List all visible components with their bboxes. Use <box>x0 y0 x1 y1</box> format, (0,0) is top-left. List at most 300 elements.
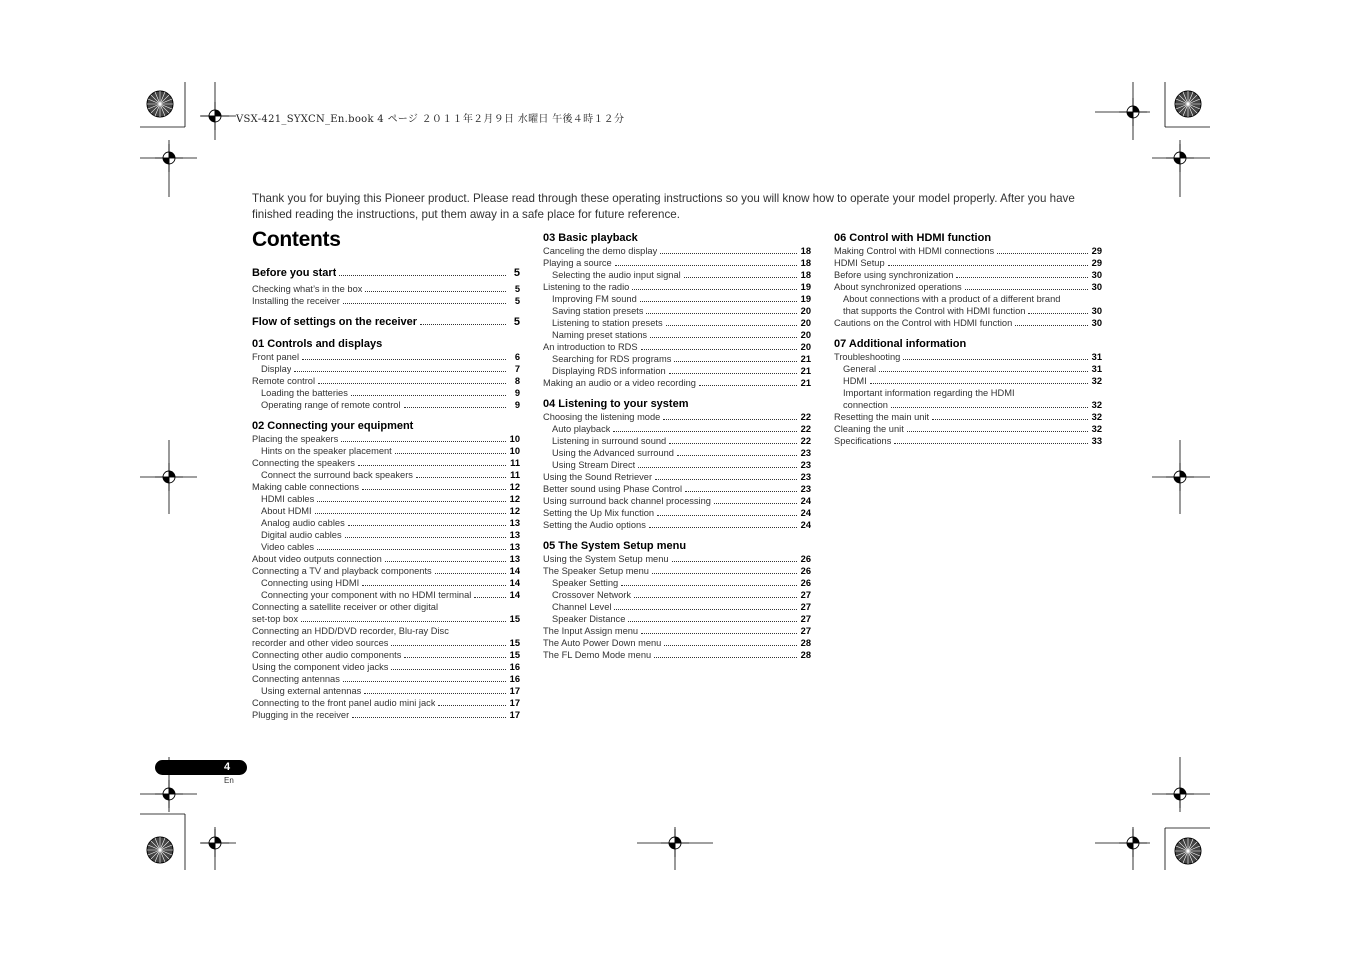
toc-entry[interactable] <box>543 365 811 377</box>
toc-entry[interactable] <box>252 387 520 399</box>
page-language: En <box>224 776 234 785</box>
toc-leader-dots <box>345 537 506 538</box>
toc-leader-dots <box>391 669 506 670</box>
toc-leader-dots <box>315 513 506 514</box>
toc-entry-label: Making Control with HDMI connections <box>834 246 995 256</box>
toc-entry-label: The FL Demo Mode menu <box>543 650 652 660</box>
toc-entry-label: Operating range of remote control <box>261 400 401 410</box>
toc-leader-dots <box>638 467 797 468</box>
toc-entry[interactable] <box>252 637 520 649</box>
toc-column-1 <box>252 266 520 721</box>
toc-entry-label: Improving FM sound <box>552 294 637 304</box>
toc-entry-label: Before using synchronization <box>834 270 954 280</box>
toc-entry[interactable] <box>543 577 811 589</box>
toc-entry-page: 13 <box>509 518 520 528</box>
toc-entry-page: 31 <box>1091 364 1102 374</box>
toc-entry-page: 16 <box>509 662 520 672</box>
toc-entry[interactable] <box>252 613 520 625</box>
toc-entry[interactable] <box>543 459 811 471</box>
toc-section <box>543 397 811 531</box>
toc-column-3 <box>834 231 1102 447</box>
toc-entry-page: 5 <box>514 284 520 294</box>
toc-section <box>834 231 1102 329</box>
toc-leader-dots <box>317 501 506 502</box>
toc-entry-page: 33 <box>1091 436 1102 446</box>
toc-entry-page: 30 <box>1091 282 1102 292</box>
toc-entry-label: Listening to station presets <box>552 318 663 328</box>
toc-leader-dots <box>965 289 1088 290</box>
toc-leader-dots <box>663 419 797 420</box>
toc-entry[interactable] <box>543 589 811 601</box>
toc-section-title: 02 Connecting your equipment <box>252 420 414 432</box>
toc-section <box>252 266 520 307</box>
toc-leader-dots <box>613 431 797 432</box>
toc-entry[interactable] <box>543 471 811 483</box>
toc-entry[interactable] <box>543 423 811 435</box>
toc-entry-label: Speaker Setting <box>552 578 619 588</box>
toc-entry-page: 18 <box>800 246 811 256</box>
toc-entry-page: 22 <box>800 412 811 422</box>
toc-entry[interactable] <box>543 281 811 293</box>
toc-leader-dots <box>348 525 506 526</box>
toc-entry-label: Setting the Up Mix function <box>543 508 655 518</box>
toc-entry-page: 17 <box>509 698 520 708</box>
toc-leader-dots <box>641 633 797 634</box>
toc-entry[interactable] <box>252 457 520 469</box>
toc-entry-page: 23 <box>800 448 811 458</box>
toc-entry-page: 27 <box>800 590 811 600</box>
toc-leader-dots <box>684 277 797 278</box>
toc-entry-page: 32 <box>1091 412 1102 422</box>
toc-entry-label: HDMI Setup <box>834 258 885 268</box>
toc-entry[interactable] <box>543 519 811 531</box>
toc-leader-dots <box>640 301 797 302</box>
toc-entry[interactable] <box>543 317 811 329</box>
toc-leader-dots <box>362 585 506 586</box>
toc-entry-page: 32 <box>1091 400 1102 410</box>
toc-entry-label: Listening to the radio <box>543 282 630 292</box>
toc-entry-label: Using surround back channel processing <box>543 496 711 506</box>
toc-leader-dots <box>438 705 506 706</box>
toc-entry[interactable] <box>252 505 520 517</box>
toc-entry[interactable] <box>543 507 811 519</box>
toc-entry[interactable] <box>543 353 811 365</box>
toc-entry[interactable] <box>834 245 1102 257</box>
toc-entry[interactable] <box>252 517 520 529</box>
toc-entry-label: Display <box>261 364 292 374</box>
toc-entry-page: 9 <box>514 388 520 398</box>
toc-leader-dots <box>343 303 506 304</box>
toc-entry-page: 28 <box>800 650 811 660</box>
toc-leader-dots <box>894 443 1088 444</box>
toc-leader-dots <box>614 609 797 610</box>
toc-entry-label: Playing a source <box>543 258 612 268</box>
toc-entry-label: Before you start <box>252 267 337 279</box>
toc-entry-page: 27 <box>800 602 811 612</box>
toc-entry-label: About HDMI <box>261 506 312 516</box>
toc-leader-dots <box>420 324 506 325</box>
toc-leader-dots <box>474 597 506 598</box>
toc-entry-page: 14 <box>509 578 520 588</box>
toc-entry[interactable] <box>543 293 811 305</box>
toc-entry-page: 13 <box>509 554 520 564</box>
toc-entry-page: 14 <box>509 566 520 576</box>
toc-leader-dots <box>699 385 797 386</box>
toc-entry-page: 16 <box>509 674 520 684</box>
toc-entry-label-line: Connecting a satellite receiver or other digital <box>252 602 439 612</box>
toc-entry[interactable] <box>834 423 1102 435</box>
toc-entry-label: Loading the batteries <box>261 388 348 398</box>
toc-entry-label: Auto playback <box>552 424 611 434</box>
toc-entry-page: 15 <box>509 638 520 648</box>
toc-entry-page: 30 <box>1091 306 1102 316</box>
toc-entry[interactable] <box>252 553 520 565</box>
toc-entry-page: 13 <box>509 530 520 540</box>
toc-entry-label: An introduction to RDS <box>543 342 638 352</box>
toc-entry-page: 12 <box>509 494 520 504</box>
toc-leader-dots <box>302 359 506 360</box>
toc-leader-dots <box>714 503 797 504</box>
toc-entry-label: The Input Assign menu <box>543 626 639 636</box>
toc-entry[interactable] <box>252 577 520 589</box>
toc-entry[interactable] <box>834 435 1102 447</box>
toc-entry[interactable] <box>834 375 1102 387</box>
toc-entry-label-line: Important information regarding the HDMI <box>843 388 1015 398</box>
toc-leader-dots <box>956 277 1088 278</box>
toc-entry-page: 20 <box>800 306 811 316</box>
toc-leader-dots <box>660 253 797 254</box>
toc-entry-page: 26 <box>800 578 811 588</box>
toc-leader-dots <box>404 657 506 658</box>
toc-entry[interactable] <box>543 565 811 577</box>
toc-entry-page: 6 <box>514 352 520 362</box>
toc-entry[interactable] <box>252 541 520 553</box>
toc-entry[interactable] <box>543 553 811 565</box>
toc-entry-label: Using Stream Direct <box>552 460 636 470</box>
toc-entry-label: Connecting your component with no HDMI terminal <box>261 590 472 600</box>
toc-entry-label: that supports the Control with HDMI function <box>843 306 1026 316</box>
toc-entry-label: Using external antennas <box>261 686 362 696</box>
toc-leader-dots <box>650 337 797 338</box>
toc-leader-dots <box>649 527 797 528</box>
toc-entry-page: 18 <box>800 258 811 268</box>
toc-section-title: 03 Basic playback <box>543 232 638 244</box>
toc-entry[interactable] <box>543 435 811 447</box>
toc-entry[interactable] <box>543 411 811 423</box>
toc-section-title: 05 The System Setup menu <box>543 540 687 552</box>
toc-leader-dots <box>669 443 797 444</box>
toc-leader-dots <box>879 371 1088 372</box>
toc-entry[interactable] <box>543 377 811 389</box>
toc-entry[interactable] <box>252 649 520 661</box>
toc-entry-label: Flow of settings on the receiver <box>252 316 418 328</box>
toc-entry[interactable] <box>252 375 520 387</box>
toc-entry-label: Connecting the speakers <box>252 458 355 468</box>
toc-leader-dots <box>870 383 1088 384</box>
toc-leader-dots <box>395 453 506 454</box>
toc-entry-label: Naming preset stations <box>552 330 648 340</box>
toc-entry-label: Connecting using HDMI <box>261 578 360 588</box>
toc-entry-label: Video cables <box>261 542 315 552</box>
toc-section-title: 06 Control with HDMI function <box>834 232 992 244</box>
toc-entry[interactable] <box>252 445 520 457</box>
toc-entry[interactable] <box>252 529 520 541</box>
toc-leader-dots <box>362 489 506 490</box>
toc-leader-dots <box>997 253 1088 254</box>
toc-entry-label: Canceling the demo display <box>543 246 658 256</box>
toc-entry[interactable] <box>543 257 811 269</box>
toc-entry-page: 28 <box>800 638 811 648</box>
toc-entry-label: Searching for RDS programs <box>552 354 672 364</box>
toc-entry[interactable] <box>543 341 811 353</box>
toc-entry-page: 13 <box>509 542 520 552</box>
toc-entry[interactable] <box>252 565 520 577</box>
toc-leader-dots <box>664 645 797 646</box>
toc-entry[interactable] <box>252 433 520 445</box>
toc-entry[interactable] <box>252 315 520 329</box>
toc-leader-dots <box>615 265 797 266</box>
toc-entry-label: Troubleshooting <box>834 352 901 362</box>
toc-entry-page: 15 <box>509 650 520 660</box>
toc-entry[interactable] <box>543 495 811 507</box>
toc-entry[interactable] <box>543 483 811 495</box>
toc-entry[interactable] <box>834 269 1102 281</box>
toc-entry-page: 7 <box>514 364 520 374</box>
toc-entry-page: 29 <box>1091 246 1102 256</box>
toc-entry-page: 12 <box>509 506 520 516</box>
toc-entry-page: 17 <box>509 710 520 720</box>
toc-entry-label: Checking what’s in the box <box>252 284 363 294</box>
toc-entry-page: 21 <box>800 354 811 364</box>
toc-leader-dots <box>669 373 797 374</box>
toc-entry-label: Displaying RDS information <box>552 366 666 376</box>
toc-entry-page: 12 <box>509 482 520 492</box>
toc-entry[interactable] <box>252 481 520 493</box>
toc-entry[interactable] <box>252 697 520 709</box>
toc-leader-dots <box>294 371 506 372</box>
toc-entry-label: Setting the Audio options <box>543 520 646 530</box>
toc-entry[interactable] <box>543 637 811 649</box>
toc-leader-dots <box>339 275 506 276</box>
toc-entry[interactable] <box>834 257 1102 269</box>
toc-entry[interactable] <box>543 329 811 341</box>
toc-section-title: 04 Listening to your system <box>543 398 689 410</box>
toc-entry-page: 19 <box>800 294 811 304</box>
toc-entry-label: Connecting to the front panel audio mini jack <box>252 698 436 708</box>
toc-entry-page: 32 <box>1091 376 1102 386</box>
toc-entry-page: 11 <box>510 458 520 468</box>
toc-entry-label: Connect the surround back speakers <box>261 470 413 480</box>
toc-entry-page: 24 <box>800 508 811 518</box>
toc-leader-dots <box>416 477 506 478</box>
toc-leader-dots <box>672 561 797 562</box>
toc-entry-label: Connecting antennas <box>252 674 340 684</box>
toc-leader-dots <box>903 359 1088 360</box>
toc-leader-dots <box>657 515 797 516</box>
toc-entry-page: 23 <box>800 460 811 470</box>
toc-entry-page: 5 <box>513 316 520 328</box>
toc-entry-label: Digital audio cables <box>261 530 342 540</box>
toc-entry-page: 15 <box>509 614 520 624</box>
toc-leader-dots <box>888 265 1088 266</box>
toc-section <box>543 539 811 661</box>
toc-entry-label: Crossover Network <box>552 590 632 600</box>
toc-entry[interactable] <box>543 305 811 317</box>
toc-leader-dots <box>318 383 506 384</box>
toc-entry[interactable] <box>543 601 811 613</box>
toc-leader-dots <box>632 289 797 290</box>
contents-title: Contents <box>252 228 341 251</box>
toc-leader-dots <box>621 585 797 586</box>
toc-leader-dots <box>385 561 506 562</box>
toc-leader-dots <box>365 291 506 292</box>
toc-leader-dots <box>654 657 797 658</box>
toc-entry-page: 26 <box>800 554 811 564</box>
toc-entry-label: Specifications <box>834 436 892 446</box>
toc-entry-label: HDMI cables <box>261 494 315 504</box>
toc-entry-label: About video outputs connection <box>252 554 382 564</box>
toc-entry[interactable] <box>252 266 520 280</box>
toc-entry-label-line: About connections with a product of a different brand <box>843 294 1061 304</box>
toc-section <box>252 315 520 329</box>
toc-leader-dots <box>404 407 506 408</box>
toc-leader-dots <box>641 349 797 350</box>
toc-leader-dots <box>435 573 506 574</box>
toc-entry-page: 32 <box>1091 424 1102 434</box>
toc-section <box>252 419 520 721</box>
toc-leader-dots <box>685 491 797 492</box>
toc-entry-label: Channel Level <box>552 602 612 612</box>
toc-entry[interactable] <box>252 661 520 673</box>
toc-entry[interactable] <box>252 709 520 721</box>
toc-entry-label: General <box>843 364 877 374</box>
toc-entry-label: Placing the speakers <box>252 434 339 444</box>
toc-entry-page: 30 <box>1091 270 1102 280</box>
toc-leader-dots <box>301 621 506 622</box>
toc-entry-label: Listening in surround sound <box>552 436 667 446</box>
toc-entry-label: Better sound using Phase Control <box>543 484 683 494</box>
toc-leader-dots <box>634 597 797 598</box>
toc-leader-dots <box>1015 325 1088 326</box>
toc-leader-dots <box>317 549 506 550</box>
toc-column-2 <box>543 231 811 661</box>
toc-entry[interactable] <box>543 245 811 257</box>
toc-entry-label: Saving station presets <box>552 306 644 316</box>
toc-section <box>543 231 811 389</box>
toc-entry-label: set-top box <box>252 614 298 624</box>
toc-entry-label: HDMI <box>843 376 867 386</box>
toc-leader-dots <box>674 361 797 362</box>
toc-entry-page: 11 <box>510 470 520 480</box>
toc-entry[interactable] <box>543 269 811 281</box>
toc-entry-page: 20 <box>800 318 811 328</box>
toc-entry[interactable] <box>252 295 520 307</box>
toc-entry-page: 17 <box>509 686 520 696</box>
toc-entry-page: 5 <box>513 267 520 279</box>
toc-leader-dots <box>358 465 506 466</box>
toc-entry[interactable] <box>834 317 1102 329</box>
toc-entry-label: Resetting the main unit <box>834 412 930 422</box>
toc-entry-label: Using the System Setup menu <box>543 554 669 564</box>
toc-entry-page: 30 <box>1091 318 1102 328</box>
toc-leader-dots <box>907 431 1088 432</box>
toc-leader-dots <box>646 313 797 314</box>
toc-entry-label: Using the Sound Retriever <box>543 472 653 482</box>
toc-leader-dots <box>1028 313 1088 314</box>
toc-entry[interactable] <box>252 685 520 697</box>
toc-entry-label: Cleaning the unit <box>834 424 904 434</box>
toc-entry-page: 27 <box>800 614 811 624</box>
toc-entry[interactable] <box>252 351 520 363</box>
toc-entry-page: 10 <box>509 434 520 444</box>
toc-entry-page: 21 <box>800 378 811 388</box>
toc-entry-page: 23 <box>800 472 811 482</box>
toc-entry[interactable] <box>834 281 1102 293</box>
toc-leader-dots <box>628 621 797 622</box>
toc-entry-label: Making cable connections <box>252 482 359 492</box>
toc-entry-label: Choosing the listening mode <box>543 412 661 422</box>
toc-entry-label: Connecting a TV and playback components <box>252 566 432 576</box>
toc-entry-label: The Auto Power Down menu <box>543 638 662 648</box>
toc-entry-page: 23 <box>800 484 811 494</box>
toc-entry-label: Using the Advanced surround <box>552 448 674 458</box>
toc-entry-page: 20 <box>800 342 811 352</box>
toc-entry-page: 19 <box>800 282 811 292</box>
toc-entry-page: 29 <box>1091 258 1102 268</box>
toc-entry[interactable] <box>834 351 1102 363</box>
toc-leader-dots <box>343 681 506 682</box>
toc-entry-page: 26 <box>800 566 811 576</box>
toc-entry-label: Analog audio cables <box>261 518 345 528</box>
toc-entry[interactable] <box>252 469 520 481</box>
toc-entry-page: 22 <box>800 424 811 434</box>
toc-entry-label: Plugging in the receiver <box>252 710 350 720</box>
toc-entry-label: Hints on the speaker placement <box>261 446 392 456</box>
toc-entry-label: Making an audio or a video recording <box>543 378 696 388</box>
toc-entry[interactable] <box>252 493 520 505</box>
toc-entry[interactable] <box>834 363 1102 375</box>
toc-entry[interactable] <box>252 589 520 601</box>
toc-entry-label: Front panel <box>252 352 300 362</box>
toc-entry[interactable] <box>834 399 1102 411</box>
toc-entry[interactable] <box>252 283 520 295</box>
toc-entry[interactable] <box>543 649 811 661</box>
intro-paragraph: Thank you for buying this Pioneer product. Please read through these operating instructions so you will know how to operate your model properly. After you have finished reading the instructions, put them away in a safe place for future reference. <box>252 192 1075 221</box>
toc-entry-page: 31 <box>1091 352 1102 362</box>
toc-entry-page: 8 <box>514 376 520 386</box>
toc-entry[interactable] <box>252 399 520 411</box>
toc-entry-label: Connecting other audio components <box>252 650 402 660</box>
toc-entry-label: About synchronized operations <box>834 282 962 292</box>
toc-entry-page: 24 <box>800 496 811 506</box>
toc-entry-label: Speaker Distance <box>552 614 626 624</box>
toc-entry-label-line: Connecting an HDD/DVD recorder, Blu-ray Disc <box>252 626 449 636</box>
toc-entry-page: 10 <box>509 446 520 456</box>
toc-entry-page: 18 <box>800 270 811 280</box>
toc-entry[interactable] <box>834 305 1102 317</box>
toc-entry[interactable] <box>543 447 811 459</box>
toc-entry-label: Selecting the audio input signal <box>552 270 681 280</box>
toc-entry[interactable] <box>252 673 520 685</box>
toc-leader-dots <box>352 717 506 718</box>
toc-entry[interactable] <box>834 411 1102 423</box>
toc-entry[interactable] <box>543 625 811 637</box>
toc-leader-dots <box>652 573 797 574</box>
toc-entry-page: 21 <box>800 366 811 376</box>
toc-entry[interactable] <box>543 613 811 625</box>
toc-entry[interactable] <box>252 363 520 375</box>
toc-entry-label: Cautions on the Control with HDMI function <box>834 318 1013 328</box>
